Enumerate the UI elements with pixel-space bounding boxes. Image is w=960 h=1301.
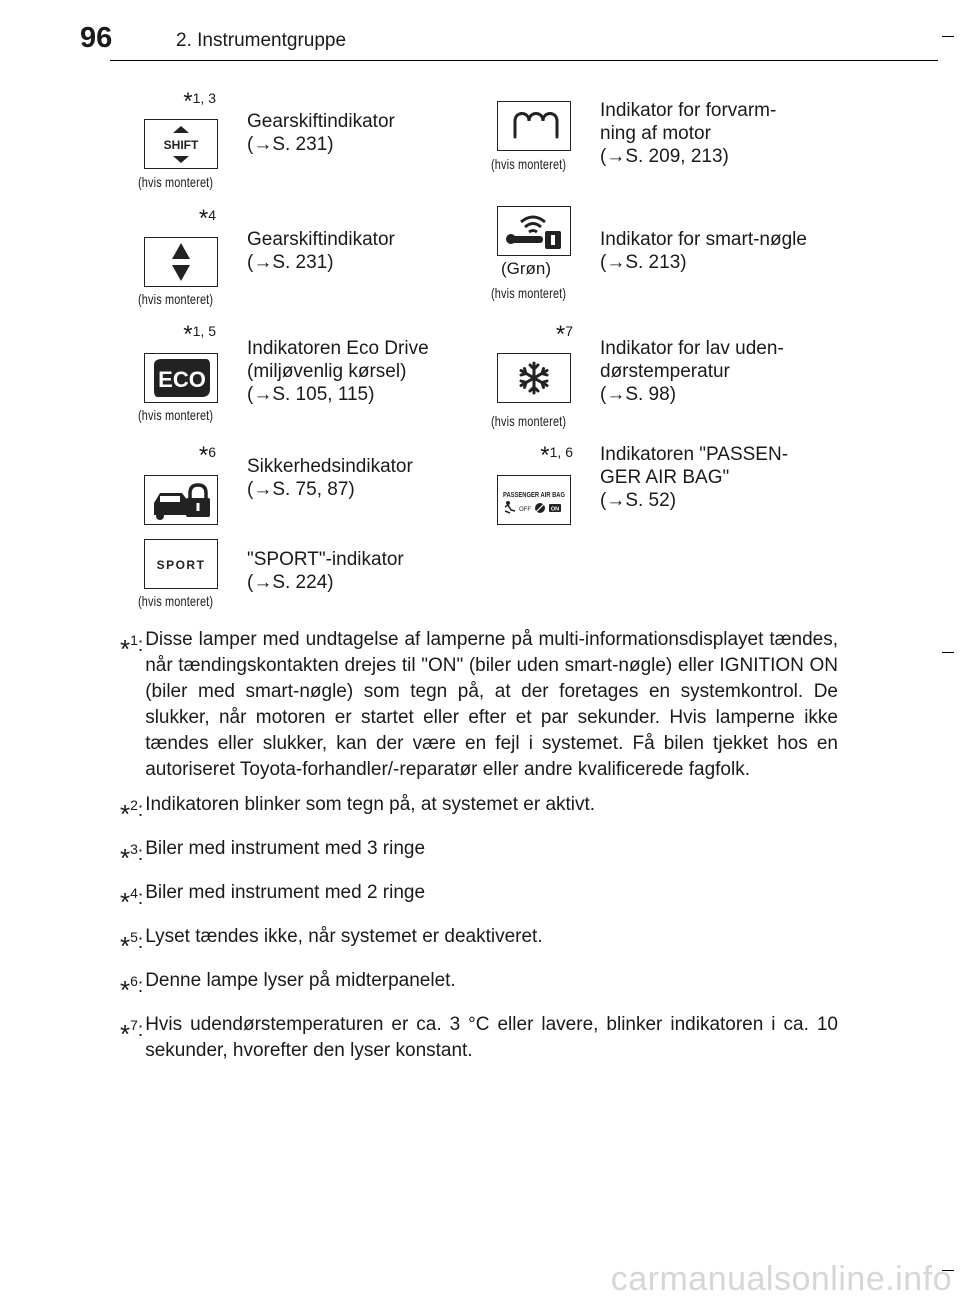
page-number: 96 xyxy=(80,22,113,54)
smart-key-indicator-icon xyxy=(497,206,571,256)
reference-mark: *1, 3 xyxy=(183,88,216,115)
section-title: 2. Instrumentgruppe xyxy=(176,30,347,51)
shift-indicator-icon xyxy=(144,119,218,169)
crop-mark xyxy=(942,652,954,653)
svg-text:SPORT: SPORT xyxy=(156,558,206,572)
color-note: (Grøn) xyxy=(501,259,552,278)
svg-text:PASSENGER AIR BAG: PASSENGER AIR BAG xyxy=(503,492,566,499)
footnotes xyxy=(120,627,838,1073)
condition-note: (hvis monteret) xyxy=(491,285,567,301)
reference-mark: *1, 6 xyxy=(540,442,573,469)
footnote: *$^1$: Disse lamper med undtagelse af lamperne på multi-informationsdisplayet tændes, når tændingskontakten drejes til "ON" (biler uden smart-nøgle) eller IGNITION ON (biler med smart-nøgle) som tegn på, at der foretages en systemkontrol. De slukker, når motoren er startet eller efter et par sekunder. Hvis lamperne ikke tændes eller slukker, kan der være en fejl i systemet. Få bilen tjekket hos en autoriseret Toyota-forhandler/-reparatør eller andre kvalificerede fagfolk. xyxy=(120,629,838,780)
svg-text:ECO: ECO xyxy=(158,367,206,392)
footnote: *$^6$: Denne lampe lyser på midterpanelet. xyxy=(120,970,456,1005)
sport-indicator-icon xyxy=(144,539,218,589)
condition-note: (hvis monteret) xyxy=(491,413,567,429)
security-indicator-icon xyxy=(144,475,218,525)
condition-note: (hvis monteret) xyxy=(138,291,214,307)
gear-shift-arrows-icon xyxy=(144,237,218,287)
eco-indicator-icon xyxy=(144,353,218,403)
indicator-description: Gearskiftindikator (→S. 231) xyxy=(247,111,395,155)
header-divider xyxy=(110,60,938,61)
indicator-description: "SPORT"-indikator (→S. 224) xyxy=(247,549,404,593)
footnote: *$^2$: Indikatoren blinker som tegn på, at systemet er aktivt. xyxy=(120,794,596,829)
crop-mark xyxy=(942,36,954,37)
passenger-airbag-icon xyxy=(497,475,571,525)
snowflake-icon xyxy=(497,353,571,403)
reference-mark: *7 xyxy=(555,321,573,348)
indicator-description: Indikatoren Eco Drive (miljøvenlig kørsel) (→S. 105, 115) xyxy=(247,338,429,405)
condition-note: (hvis monteret) xyxy=(138,407,214,423)
indicator-description: Indikator for lav uden- dørstemperatur (→S. 98) xyxy=(600,338,784,405)
glow-plug-indicator-icon xyxy=(497,101,571,151)
reference-mark: *6 xyxy=(198,442,216,469)
svg-text:SHIFT: SHIFT xyxy=(163,138,199,152)
indicator-description: Gearskiftindikator (→S. 231) xyxy=(247,229,395,273)
indicator-description: Indikator for smart-nøgle (→S. 213) xyxy=(600,229,807,273)
condition-note: (hvis monteret) xyxy=(491,156,567,172)
condition-note: (hvis monteret) xyxy=(138,174,214,190)
footnote: *$^3$: Biler med instrument med 3 ringe xyxy=(120,838,426,873)
indicator-description: Indikatoren "PASSEN- GER AIR BAG" (→S. 52) xyxy=(600,444,789,511)
footnote: *$^5$: Lyset tændes ikke, når systemet er deaktiveret. xyxy=(120,926,543,961)
footnote: *$^4$: Biler med instrument med 2 ringe xyxy=(120,882,426,917)
reference-mark: *1, 5 xyxy=(183,321,216,348)
reference-mark: *4 xyxy=(198,205,216,232)
svg-text:ON: ON xyxy=(550,506,560,513)
footnote: *$^7$: Hvis udendørstemperaturen er ca. 3 °C eller lavere, blinker indikatoren i ca. 10 sekunder, hvorefter den lyser konstant. xyxy=(120,1014,838,1061)
indicator-description: Sikkerhedsindikator (→S. 75, 87) xyxy=(247,456,413,500)
watermark: carmanualsonline.info xyxy=(610,1260,952,1298)
condition-note: (hvis monteret) xyxy=(138,593,214,609)
svg-text:OFF: OFF xyxy=(519,507,531,513)
indicator-description: Indikator for forvarm- ning af motor (→S. 209, 213) xyxy=(600,100,777,167)
